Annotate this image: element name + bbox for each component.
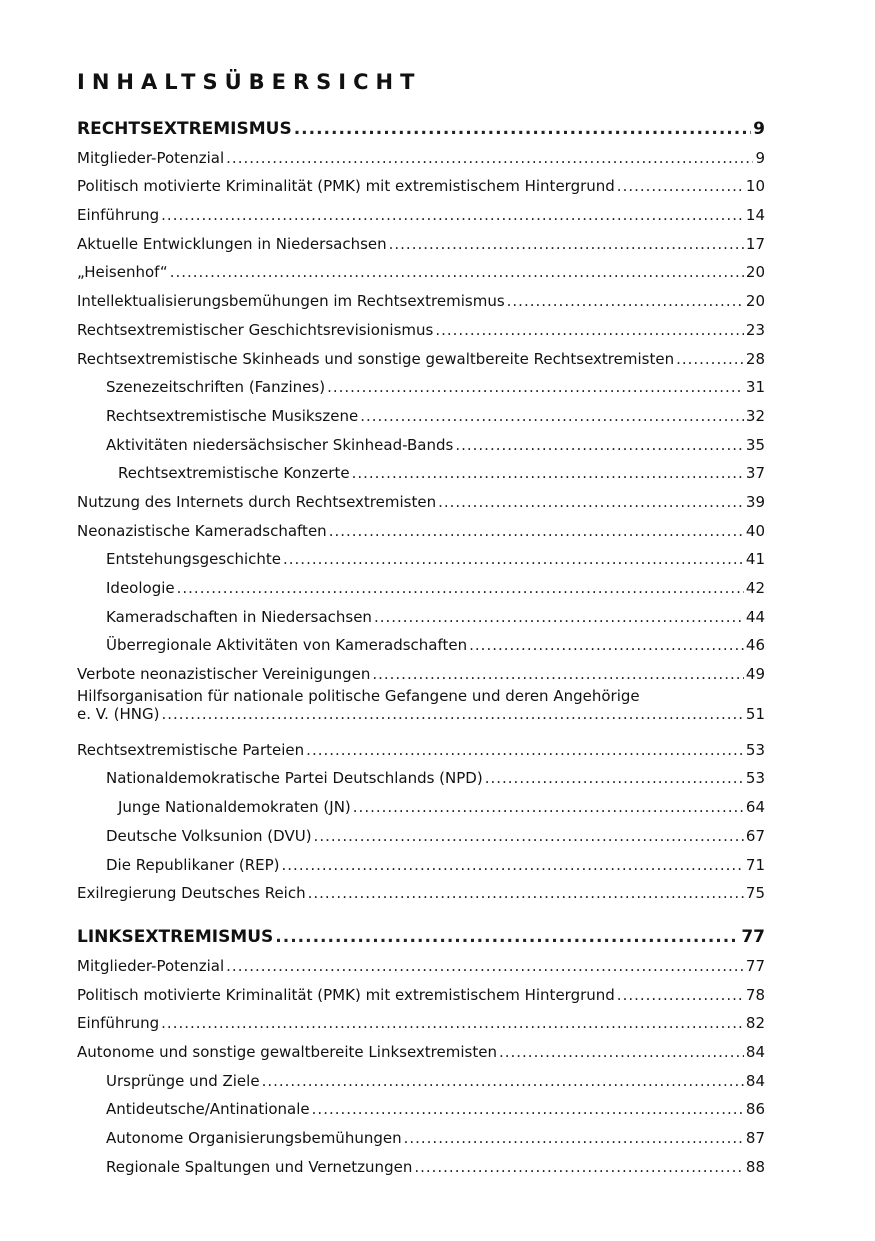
toc-leader-dots [314, 827, 744, 845]
toc-entry[interactable] [77, 787, 765, 816]
toc-entry-label: Szenezeitschriften (Fanzines) [106, 378, 326, 397]
toc-entry-label: Kameradschaften in Niedersachsen [106, 607, 372, 626]
toc-leader-dots [283, 550, 744, 568]
toc-entry-label: Politisch motivierte Kriminalität (PMK) mit extremistischem Hintergrund [77, 177, 615, 196]
toc-page-number: 46 [745, 636, 765, 655]
toc-entry[interactable] [77, 1118, 765, 1147]
toc-entry-label: Ideologie [106, 579, 175, 597]
toc-entry[interactable] [77, 454, 765, 483]
toc-entry[interactable] [77, 368, 765, 397]
toc-entry-label: Rechtsextremistischer Geschichtsrevisionismus [77, 320, 434, 339]
toc-page-number: 64 [745, 798, 765, 817]
toc-entry-label: Intellektualisierungsbemühungen im Rechtsextremismus [77, 292, 505, 311]
toc-leader-dots [177, 579, 744, 597]
toc-page-number: 14 [745, 206, 765, 225]
toc-leader-dots [374, 608, 744, 626]
toc-page-number: 75 [745, 884, 765, 903]
toc-entry[interactable] [77, 540, 765, 569]
toc-entry[interactable] [77, 597, 765, 626]
toc-leader-dots [485, 769, 744, 787]
toc-page-number: 44 [745, 607, 765, 626]
toc-leader-dots [507, 292, 744, 310]
toc-entry[interactable] [77, 816, 765, 845]
toc-entry[interactable] [77, 975, 765, 1004]
toc-entry[interactable] [77, 626, 765, 655]
toc-entry[interactable] [77, 195, 765, 224]
toc-entry-label: LINKSEXTREMISMUS [77, 927, 274, 948]
toc-entry-label: Politisch motivierte Kriminalität (PMK) mit extremistischem Hintergrund [77, 985, 615, 1004]
toc-leader-dots [306, 741, 744, 759]
toc-entry-label: Exilregierung Deutsches Reich [77, 884, 306, 903]
toc-page-number: 51 [745, 705, 765, 724]
toc-page-number: 20 [745, 263, 765, 282]
toc-page-number: 53 [745, 740, 765, 759]
toc-entry[interactable] [77, 683, 765, 730]
toc-entry[interactable] [77, 425, 765, 454]
page-title: INHALTSÜBERSICHT [77, 70, 422, 94]
toc-entry-label: Ursprünge und Ziele [106, 1071, 260, 1090]
toc-entry[interactable] [77, 108, 765, 138]
toc-leader-dots [617, 986, 744, 1004]
toc-leader-dots [360, 407, 744, 425]
toc-leader-dots [226, 149, 753, 167]
toc-page-number: 67 [745, 826, 765, 845]
table-of-contents [77, 108, 765, 1176]
toc-entry[interactable] [77, 1061, 765, 1090]
toc-entry-label: Rechtsextremistische Skinheads und sonstige gewaltbereite Rechtsextremisten [77, 349, 675, 368]
toc-entry[interactable] [77, 568, 765, 597]
toc-leader-dots [262, 1072, 744, 1090]
toc-page-number: 84 [745, 1042, 765, 1061]
toc-entry-label: Antideutsche/Antinationale [106, 1100, 310, 1119]
toc-page-number: 77 [745, 956, 765, 975]
toc-page-number: 9 [755, 148, 765, 167]
toc-page-number: 20 [745, 292, 765, 311]
toc-entry[interactable] [77, 874, 765, 903]
toc-leader-dots [353, 798, 744, 816]
toc-entry-label: Entstehungsgeschichte [106, 550, 281, 569]
toc-entry-label: RECHTSEXTREMISMUS [77, 119, 292, 139]
toc-leader-dots [389, 235, 744, 253]
toc-entry-label: Rechtsextremistische Musikszene [106, 406, 359, 425]
toc-entry-label: Neonazistische Kameradschaften [77, 521, 327, 540]
toc-page-number: 39 [745, 492, 765, 511]
toc-entry-label: Regionale Spaltungen und Vernetzungen [106, 1157, 413, 1176]
toc-entry[interactable] [77, 511, 765, 540]
toc-entry-label: Autonome und sonstige gewaltbereite Linksextremisten [77, 1042, 497, 1061]
toc-entry-label: Rechtsextremistische Konzerte [118, 464, 350, 483]
toc-leader-dots [469, 636, 744, 654]
toc-page-number: 42 [745, 579, 765, 597]
toc-entry-label: Die Republikaner (REP) [106, 855, 280, 874]
toc-leader-dots [372, 665, 744, 683]
toc-page-number: 71 [745, 855, 765, 874]
toc-entry[interactable] [77, 1090, 765, 1119]
toc-page-number: 86 [745, 1100, 765, 1119]
toc-entry[interactable] [77, 281, 765, 310]
toc-entry[interactable] [77, 654, 765, 683]
toc-entry-continuation [77, 705, 765, 723]
toc-entry-label: Überregionale Aktivitäten von Kameradschaften [106, 636, 468, 655]
toc-leader-dots [170, 263, 744, 281]
toc-entry[interactable] [77, 396, 765, 425]
toc-page-number: 35 [745, 435, 765, 454]
toc-leader-dots [312, 1100, 744, 1118]
toc-leader-dots [404, 1129, 744, 1147]
toc-page-number: 40 [745, 521, 765, 540]
toc-page-number: 41 [745, 550, 765, 569]
toc-entry-label: Autonome Organisierungsbemühungen [106, 1129, 402, 1147]
toc-entry[interactable] [77, 946, 765, 975]
toc-entry[interactable] [77, 845, 765, 874]
toc-page-number: 37 [745, 464, 765, 483]
toc-page-number: 88 [745, 1157, 765, 1176]
toc-page-number: 32 [745, 406, 765, 425]
toc-page-number: 82 [745, 1014, 765, 1033]
toc-entry-label: Hilfsorganisation für nationale politische Gefangene und deren Angehörige [77, 687, 640, 706]
toc-page-number: 31 [745, 378, 765, 397]
toc-entry-label: Junge Nationaldemokraten (JN) [118, 798, 351, 817]
toc-page-number: 49 [745, 665, 765, 684]
toc-entry[interactable] [77, 224, 765, 253]
toc-entry-label-cont: e. V. (HNG) [77, 705, 160, 724]
toc-entry-label: Nutzung des Internets durch Rechtsextremisten [77, 492, 437, 511]
toc-entry-label: „Heisenhof“ [77, 263, 168, 282]
toc-leader-dots [438, 493, 744, 511]
toc-leader-dots [329, 522, 744, 540]
toc-entry[interactable] [77, 1032, 765, 1061]
toc-page-number: 84 [745, 1071, 765, 1090]
toc-leader-dots [294, 120, 751, 138]
toc-page-number: 9 [753, 119, 765, 139]
toc-entry[interactable] [77, 1004, 765, 1033]
toc-leader-dots [327, 378, 744, 396]
toc-entry[interactable] [77, 339, 765, 368]
toc-page-number: 87 [745, 1129, 765, 1147]
toc-entry-label: Einführung [77, 1014, 160, 1033]
toc-leader-dots [282, 856, 744, 874]
toc-leader-dots [499, 1043, 744, 1061]
toc-page-number: 23 [745, 320, 765, 339]
toc-entry[interactable] [77, 138, 765, 167]
toc-entry[interactable] [77, 482, 765, 511]
toc-entry-label: Deutsche Volksunion (DVU) [106, 826, 312, 845]
toc-leader-dots [352, 464, 744, 482]
toc-entry-label: Rechtsextremistische Parteien [77, 740, 305, 759]
toc-entry[interactable] [77, 916, 765, 946]
toc-entry-label: Mitglieder-Potenzial [77, 148, 225, 167]
toc-page-number: 28 [745, 349, 765, 368]
toc-entry-label: Aktivitäten niedersächsischer Skinhead-Bands [106, 435, 454, 454]
toc-leader-dots [414, 1158, 744, 1176]
toc-entry[interactable] [77, 1147, 765, 1176]
toc-page-number: 78 [745, 985, 765, 1004]
toc-entry-label: Mitglieder-Potenzial [77, 956, 225, 975]
toc-entry-label: Verbote neonazistischer Vereinigungen [77, 665, 371, 684]
toc-leader-dots [676, 350, 744, 368]
toc-entry[interactable] [77, 310, 765, 339]
toc-leader-dots [161, 705, 743, 723]
toc-entry-label: Aktuelle Entwicklungen in Niedersachsen [77, 234, 387, 253]
toc-leader-dots [161, 206, 744, 224]
toc-page-number: 53 [745, 769, 765, 788]
toc-leader-dots [308, 884, 744, 902]
toc-leader-dots [455, 436, 744, 454]
toc-entry[interactable] [77, 759, 765, 788]
toc-leader-dots [275, 928, 739, 946]
toc-page-number: 17 [745, 234, 765, 253]
toc-leader-dots [161, 1014, 744, 1032]
toc-leader-dots [226, 957, 744, 975]
toc-leader-dots [435, 321, 744, 339]
toc-leader-dots [617, 177, 744, 195]
toc-entry-label: Nationaldemokratische Partei Deutschlands (NPD) [106, 769, 483, 788]
toc-entry[interactable] [77, 730, 765, 759]
toc-entry[interactable] [77, 253, 765, 282]
toc-page-number: 10 [745, 177, 765, 196]
toc-entry-label: Einführung [77, 206, 160, 225]
toc-entry[interactable] [77, 167, 765, 196]
toc-page-number: 77 [741, 927, 765, 948]
